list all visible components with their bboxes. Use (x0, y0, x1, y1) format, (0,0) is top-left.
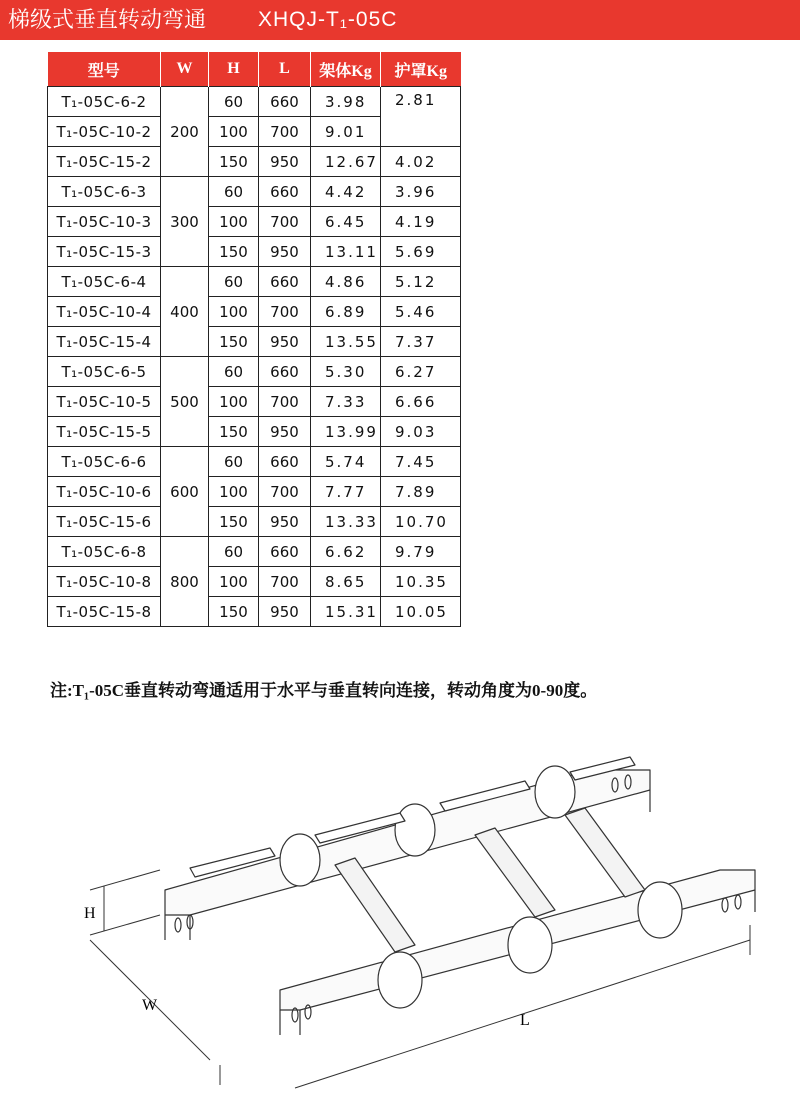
cover-weight-cell: 10.05 (381, 597, 461, 627)
column-header: 型号 (48, 52, 161, 87)
frame-weight-cell: 5.74 (311, 447, 381, 477)
column-header: L (259, 52, 311, 87)
height-cell: 150 (209, 327, 259, 357)
frame-weight-cell: 4.86 (311, 267, 381, 297)
hinge-disc (280, 834, 320, 886)
cover-weight-cell: 10.35 (381, 567, 461, 597)
model-cell: T₁-05C-15-5 (48, 417, 161, 447)
column-header: 架体Kg (311, 52, 381, 87)
hinge-disc (508, 917, 552, 973)
length-cell: 950 (259, 597, 311, 627)
length-cell: 660 (259, 177, 311, 207)
length-cell: 700 (259, 297, 311, 327)
length-cell: 660 (259, 267, 311, 297)
cover-weight-cell: 3.96 (381, 177, 461, 207)
frame-weight-cell: 15.31 (311, 597, 381, 627)
height-cell: 150 (209, 237, 259, 267)
model-cell: T₁-05C-10-4 (48, 297, 161, 327)
model-cell: T₁-05C-6-2 (48, 87, 161, 117)
frame-weight-cell: 8.65 (311, 567, 381, 597)
cover-weight-cell: 7.37 (381, 327, 461, 357)
length-cell: 660 (259, 537, 311, 567)
table-row (48, 387, 461, 417)
length-cell: 950 (259, 147, 311, 177)
table-header-row (48, 52, 461, 87)
model-cell: T₁-05C-15-2 (48, 147, 161, 177)
cover-weight-cell: 2.81 (381, 87, 461, 147)
height-cell: 150 (209, 147, 259, 177)
frame-weight-cell: 6.45 (311, 207, 381, 237)
width-cell: 200 (161, 87, 209, 177)
model-cell: T₁-05C-15-8 (48, 597, 161, 627)
length-cell: 950 (259, 507, 311, 537)
table-row (48, 597, 461, 627)
cover-weight-cell: 6.66 (381, 387, 461, 417)
height-cell: 60 (209, 537, 259, 567)
cover-weight-cell: 4.19 (381, 207, 461, 237)
table-row (48, 207, 461, 237)
length-cell: 660 (259, 87, 311, 117)
column-header: W (161, 52, 209, 87)
length-cell: 660 (259, 357, 311, 387)
table-row (48, 147, 461, 177)
height-cell: 100 (209, 297, 259, 327)
height-cell: 100 (209, 207, 259, 237)
rung (475, 828, 555, 917)
width-cell: 600 (161, 447, 209, 537)
table-row (48, 477, 461, 507)
cover-weight-cell: 5.69 (381, 237, 461, 267)
cover-weight-cell: 6.27 (381, 357, 461, 387)
frame-weight-cell: 6.89 (311, 297, 381, 327)
length-cell: 660 (259, 447, 311, 477)
page-title: 梯级式垂直转动弯通 (8, 7, 207, 32)
frame-weight-cell: 13.33 (311, 507, 381, 537)
frame-weight-cell: 7.77 (311, 477, 381, 507)
length-cell: 700 (259, 567, 311, 597)
length-cell: 950 (259, 327, 311, 357)
height-cell: 150 (209, 417, 259, 447)
cable-tray-drawing (70, 740, 770, 1100)
height-cell: 60 (209, 177, 259, 207)
model-cell: T₁-05C-10-3 (48, 207, 161, 237)
height-cell: 100 (209, 567, 259, 597)
length-cell: 950 (259, 237, 311, 267)
column-header: 护罩Kg (381, 52, 461, 87)
cover-weight-cell: 9.03 (381, 417, 461, 447)
height-cell: 60 (209, 447, 259, 477)
width-cell: 300 (161, 177, 209, 267)
rung (565, 808, 645, 897)
note-text: 注:T₁-05C垂直转动弯通适用于水平与垂直转向连接，转动角度为0-90度。 (50, 681, 598, 700)
table-row (48, 237, 461, 267)
model-cell: T₁-05C-6-3 (48, 177, 161, 207)
height-cell: 60 (209, 267, 259, 297)
model-cell: T₁-05C-6-5 (48, 357, 161, 387)
cover-weight-cell: 9.79 (381, 537, 461, 567)
model-cell: T₁-05C-15-4 (48, 327, 161, 357)
table-row (48, 537, 461, 567)
height-cell: 100 (209, 477, 259, 507)
hinge-disc (395, 804, 435, 856)
frame-weight-cell: 5.30 (311, 357, 381, 387)
length-cell: 950 (259, 417, 311, 447)
frame-weight-cell: 3.98 (311, 87, 381, 117)
height-cell: 60 (209, 87, 259, 117)
table-row (48, 297, 461, 327)
length-cell: 700 (259, 387, 311, 417)
table-body (48, 87, 461, 627)
product-code: XHQJ-T₁-05C (258, 8, 398, 31)
model-cell: T₁-05C-6-8 (48, 537, 161, 567)
cover-weight-cell: 7.45 (381, 447, 461, 477)
height-cell: 150 (209, 597, 259, 627)
height-cell: 150 (209, 507, 259, 537)
height-cell: 100 (209, 387, 259, 417)
model-cell: T₁-05C-15-3 (48, 237, 161, 267)
table-row (48, 327, 461, 357)
table-row (48, 507, 461, 537)
table-row (48, 357, 461, 387)
rung (335, 858, 415, 952)
frame-weight-cell: 13.11 (311, 237, 381, 267)
frame-weight-cell: 4.42 (311, 177, 381, 207)
dimension-l-label: L (520, 1012, 530, 1029)
model-cell: T₁-05C-10-8 (48, 567, 161, 597)
table-row (48, 567, 461, 597)
table-row (48, 177, 461, 207)
length-cell: 700 (259, 207, 311, 237)
frame-weight-cell: 7.33 (311, 387, 381, 417)
hinge-disc (535, 766, 575, 818)
width-cell: 500 (161, 357, 209, 447)
cover-weight-cell: 10.70 (381, 507, 461, 537)
width-cell: 400 (161, 267, 209, 357)
frame-weight-cell: 12.67 (311, 147, 381, 177)
frame-weight-cell: 13.99 (311, 417, 381, 447)
cover-weight-cell: 7.89 (381, 477, 461, 507)
height-cell: 60 (209, 357, 259, 387)
model-cell: T₁-05C-6-6 (48, 447, 161, 477)
model-cell: T₁-05C-10-2 (48, 117, 161, 147)
frame-weight-cell: 9.01 (311, 117, 381, 147)
hinge-disc (378, 952, 422, 1008)
frame-weight-cell: 13.55 (311, 327, 381, 357)
hinge-disc (638, 882, 682, 938)
length-cell: 700 (259, 117, 311, 147)
dimension-w-label: W (142, 997, 158, 1014)
height-cell: 100 (209, 117, 259, 147)
title-bar (0, 0, 800, 40)
table-row (48, 417, 461, 447)
model-cell: T₁-05C-6-4 (48, 267, 161, 297)
model-cell: T₁-05C-15-6 (48, 507, 161, 537)
model-cell: T₁-05C-10-5 (48, 387, 161, 417)
table-row (48, 87, 461, 117)
length-cell: 700 (259, 477, 311, 507)
dimension-h-label: H (84, 905, 96, 922)
cover-weight-cell: 5.12 (381, 267, 461, 297)
width-cell: 800 (161, 537, 209, 627)
spec-table (47, 52, 461, 627)
cover-weight-cell: 5.46 (381, 297, 461, 327)
cover-weight-cell: 4.02 (381, 147, 461, 177)
frame-weight-cell: 6.62 (311, 537, 381, 567)
column-header: H (209, 52, 259, 87)
table-row (48, 447, 461, 477)
model-cell: T₁-05C-10-6 (48, 477, 161, 507)
table-row (48, 267, 461, 297)
